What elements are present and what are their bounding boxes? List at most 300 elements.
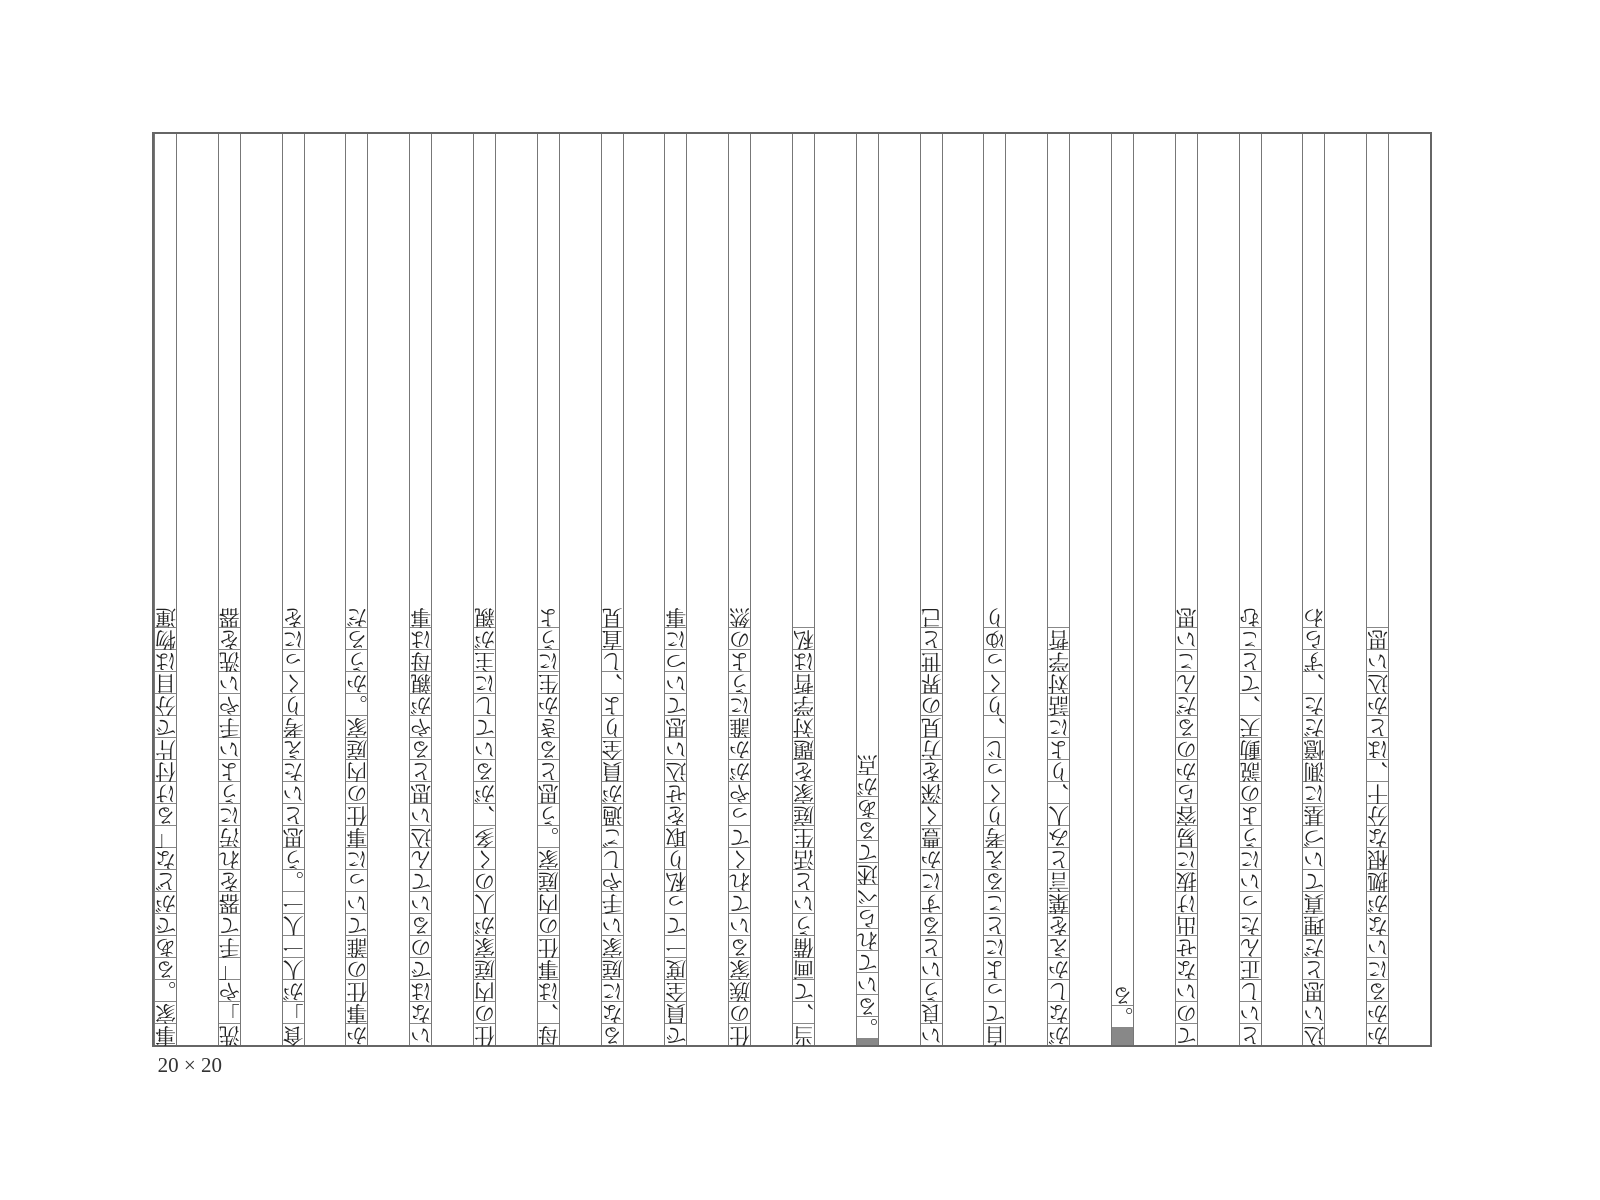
grid-cell: に [1367,957,1389,981]
grid-cell: 考 [282,715,304,739]
grid-cell: の [729,1001,751,1025]
grid-cell: け [1175,891,1197,915]
grid-cell: あ [856,796,878,820]
grid-cell: る [920,913,942,937]
grid-cell: 込 [1303,1023,1325,1047]
grid-cell: は [537,979,559,1003]
grid-cell: り [984,605,1006,629]
text-strip [282,134,305,1045]
grid-cell: 。 [155,979,176,1003]
grid-cell [1112,1036,1133,1037]
grid-cell: に [665,627,687,651]
text-strip [856,134,879,1045]
text-strip [1366,134,1389,1045]
grid-cell: 家 [346,715,368,739]
text-strip [1302,134,1325,1045]
grid-cell: 、 [601,671,623,695]
grid-cell: る [601,1023,623,1047]
grid-cell: 人 [1048,803,1070,827]
grid-cell: よ [601,693,623,717]
grid-cell: っ [984,979,1006,1003]
grid-cell: じ [984,737,1006,761]
grid-cell: と [410,759,432,783]
grid-cell: 。 [346,693,368,717]
grid-cell: に [1048,715,1070,739]
grid-cell [1112,1041,1133,1042]
grid-cell: 事 [346,1001,368,1025]
grid-cell: 家 [729,957,751,981]
grid-cell: て [984,1001,1006,1025]
grid-cell: て [665,913,687,937]
grid-cell: 哲 [1048,627,1070,651]
grid-cell: と [1239,649,1261,673]
grid-cell: と [920,627,942,651]
grid-cell: は [1367,737,1389,761]
grid-cell: て [729,891,751,915]
grid-cell: な [155,847,176,871]
grid-cell: 分 [1367,803,1389,827]
grid-cell: 手 [601,891,623,915]
grid-cell: 庭 [473,957,495,981]
grid-cell: う [218,781,240,805]
grid-cell [857,1041,878,1042]
grid-cell: い [1303,847,1325,871]
grid-cell: と [984,913,1006,937]
grid-cell: 易 [1175,825,1197,849]
grid-cell: を [792,759,814,783]
grid-cell: う [346,649,368,673]
grid-cell: 庭 [601,957,623,981]
grid-cell: 、 [473,803,495,827]
grid-cell: 動 [1239,737,1261,761]
grid-cell: い [410,1023,432,1047]
grid-cell [1112,1031,1133,1032]
grid-cell: る [856,994,878,1018]
grid-cell: に [729,693,751,717]
grid-cell: っ [984,649,1006,673]
text-strip [345,134,368,1045]
grid-cell: う [920,979,942,1003]
grid-cell: を [665,803,687,827]
grid-cell: い [1175,979,1197,1003]
grid-cell: 豊 [920,825,942,849]
grid-cell: 憶 [1303,737,1325,761]
grid-cell: い [346,891,368,915]
text-strip [1111,134,1134,1045]
grid-column [154,134,218,1045]
grid-cell: が [1367,891,1389,915]
grid-cell: 」 [282,1001,304,1025]
grid-cell: り [665,847,687,871]
grid-size-label: 20 × 20 [158,1053,223,1077]
grid-cell: か [1367,1023,1389,1047]
grid-cell: る [1175,715,1197,739]
grid-cell: 題 [792,737,814,761]
grid-cell: や [410,715,432,739]
grid-cell: る [984,869,1006,893]
grid-cell: 全 [665,979,687,1003]
grid-cell: 内 [537,891,559,915]
grid-cell: て [1239,671,1261,695]
grid-cell: 器 [218,605,240,629]
grid-cell: 洗 [218,649,240,673]
grid-cell: 誰 [346,935,368,959]
grid-cell: 思 [1175,605,1197,629]
grid-cell: で [665,1023,687,1047]
text-strip [473,134,496,1045]
grid-cell: な [1175,957,1197,981]
grid-cell: 述 [856,862,878,886]
grid-cell: 事 [410,605,432,629]
grid-cell: い [920,1023,942,1047]
grid-cell: み [1048,825,1070,849]
grid-cell: 思 [1367,627,1389,651]
grid-cell: え [984,847,1006,871]
grid-cell: く [282,671,304,695]
grid-cell: 多 [473,825,495,849]
grid-cell: な [1367,825,1389,849]
grid-cell: の [346,781,368,805]
grid-cell: て [856,950,878,974]
grid-cell [1112,1044,1133,1045]
grid-cell: 出 [1175,913,1197,937]
grid-cell: に [282,627,304,651]
grid-cell: て [729,825,751,849]
grid-cell: 生 [792,825,814,849]
grid-cell: 員 [665,1001,687,1025]
grid-cell: い [1239,869,1261,893]
grid-cell: り [601,715,623,739]
grid-cell: 全 [601,737,623,761]
grid-cell: な [601,1001,623,1025]
grid-cell: て [410,869,432,893]
grid-cell [1112,1038,1133,1039]
grid-cell: く [473,847,495,871]
grid-cell: 庭 [537,869,559,893]
grid-cell: て [665,693,687,717]
grid-cell: る [729,935,751,959]
grid-cell: の [473,869,495,893]
grid-cell: 自 [984,1023,1006,1047]
grid-cell: か [537,693,559,717]
grid-cell: っ [1239,891,1261,915]
grid-cell: 容 [1175,803,1197,827]
grid-cell: が [473,913,495,937]
grid-cell: て [1303,869,1325,893]
grid-cell: 言 [1048,869,1070,893]
grid-column [282,134,346,1045]
grid-cell: い [410,803,432,827]
grid-cell: う [1239,825,1261,849]
grid-cell: 仕 [473,1023,495,1047]
grid-column [218,134,282,1045]
grid-cell: て [792,979,814,1003]
grid-cell: 測 [1303,759,1325,783]
grid-cell: ろ [346,627,368,651]
grid-cell [1112,1039,1133,1040]
grid-cell: 家 [473,935,495,959]
grid-cell: 。 [1111,1005,1133,1029]
grid-cell: っ [282,649,304,673]
grid-cell: を [1048,913,1070,937]
grid-cell: 家 [155,1001,176,1025]
grid-cell: 」 [218,1001,240,1025]
grid-cell: 親 [473,605,495,629]
grid-column [1175,134,1239,1045]
grid-cell: だ [1303,935,1325,959]
grid-cell: ご [601,825,623,849]
grid-cell: く [920,803,942,827]
grid-cell: く [729,847,751,871]
grid-cell: る [856,818,878,842]
grid-cell: 、 [1367,759,1389,783]
grid-cell: 。 [282,869,304,893]
grid-cell: 母 [537,1023,559,1047]
grid-cell: り [984,803,1006,827]
grid-cell: を [282,605,304,629]
grid-cell: る [1111,983,1133,1007]
grid-cell: に [1175,847,1197,871]
grid-cell [1112,1040,1133,1041]
grid-cell: は [410,627,432,651]
grid-cell: で [155,715,176,739]
grid-cell: 家 [537,847,559,871]
grid-cell: れ [729,869,751,893]
grid-cell: 、 [984,715,1006,739]
grid-cell: 内 [346,759,368,783]
grid-cell: は [792,649,814,673]
grid-cell: 誰 [729,715,751,739]
grid-column [1111,134,1175,1045]
grid-cell: ん [1175,671,1197,695]
grid-cell: 然 [729,605,751,629]
grid-cell: に [346,847,368,871]
grid-cell: い [1303,1001,1325,1025]
grid-cell: い [665,671,687,695]
grid-cell: 、 [1048,781,1070,805]
grid-cell: 「 [218,957,240,981]
grid-cell: に [218,803,240,827]
grid-cell: ら [1303,627,1325,651]
text-strip [218,134,241,1045]
grid-cell: よ [1048,737,1070,761]
grid-column [664,134,728,1045]
grid-cell: 、 [1239,693,1261,717]
grid-cell: 拠 [1367,869,1389,893]
grid-cell: う [282,847,304,871]
grid-cell: と [537,759,559,783]
grid-cell: る [410,913,432,937]
grid-cell: う [537,803,559,827]
grid-cell: に [537,649,559,673]
grid-cell: 抜 [1175,869,1197,893]
grid-cell: 当 [792,1023,814,1047]
grid-column [601,134,665,1045]
grid-cell: 家 [792,781,814,805]
grid-cell: 事 [155,1023,176,1047]
grid-cell: 十 [1367,781,1389,805]
grid-cell: つ [665,649,687,673]
grid-cell: と [792,869,814,893]
grid-cell: 対 [1048,671,1070,695]
grid-cell: 「 [155,825,176,849]
grid-cell: よ [537,605,559,629]
grid-cell: 思 [1303,979,1325,1003]
grid-cell: っ [984,759,1006,783]
text-strip [1047,134,1070,1045]
grid-cell: え [1048,935,1070,959]
grid-cell: と [1303,957,1325,981]
grid-cell: 付 [155,759,176,783]
grid-cell: 説 [1239,759,1261,783]
grid-cell: こ [1175,649,1197,673]
grid-cell: 備 [792,935,814,959]
grid-cell: は [155,649,176,673]
grid-cell: 主 [473,649,495,673]
grid-cell: 天 [1239,715,1261,739]
grid-cell: 葉 [1048,891,1070,915]
grid-cell: い [1367,649,1389,673]
grid-cell: う [792,913,814,937]
grid-column [1366,134,1430,1045]
grid-cell: い [1175,627,1197,651]
grid-cell: 手 [218,935,240,959]
grid-cell: て [1175,1023,1197,1047]
grid-cell: 理 [1303,913,1325,937]
grid-cell: 度 [665,957,687,981]
grid-cell: よ [984,957,1006,981]
grid-cell: 思 [410,781,432,805]
grid-cell: 洗 [218,1023,240,1047]
grid-cell: す [920,891,942,915]
grid-cell: る [155,957,176,981]
grid-cell: 私 [792,627,814,651]
grid-cell: っ [346,869,368,893]
grid-cell: な [410,1001,432,1025]
grid-cell: い [1239,1001,1261,1025]
grid-cell: い [410,891,432,915]
grid-cell: ど [155,869,176,893]
grid-cell: っ [665,891,687,915]
grid-cell: 事 [537,957,559,981]
grid-cell: だ [1175,693,1197,717]
grid-cell: が [856,774,878,798]
grid-cell: と [1367,715,1389,739]
grid-cell: 活 [792,847,814,871]
grid-cell: に [920,869,942,893]
manuscript-grid [152,132,1432,1047]
grid-cell: ん [410,847,432,871]
grid-cell: 一 [282,891,304,915]
text-strip [920,134,943,1045]
grid-cell: 運 [155,605,176,629]
grid-cell: 過 [601,803,623,827]
grid-cell: え [282,737,304,761]
grid-cell: の [410,935,432,959]
grid-cell: 。 [856,1016,878,1040]
grid-cell: い [665,737,687,761]
grid-cell: 物 [155,627,176,651]
grid-cell: 母 [410,649,432,673]
grid-cell: 込 [1367,671,1389,695]
grid-cell: 点 [856,752,878,776]
grid-cell: が [410,693,432,717]
grid-cell: し [1048,979,1070,1003]
grid-column [537,134,601,1045]
text-strip [1175,134,1198,1045]
grid-cell: い [218,671,240,695]
grid-cell: が [473,781,495,805]
grid-cell: ゆ [984,627,1006,651]
grid-cell: や [218,693,240,717]
grid-cell: が [729,759,751,783]
grid-cell: か [346,671,368,695]
grid-column [1047,134,1111,1045]
grid-cell: 一 [665,935,687,959]
grid-cell: 分 [155,693,176,717]
grid-cell: が [1048,1023,1070,1047]
grid-cell: せ [1175,935,1197,959]
grid-cell: か [729,737,751,761]
grid-cell: の [1175,1001,1197,1025]
grid-column [792,134,856,1045]
grid-cell: た [282,759,304,783]
grid-cell: う [729,671,751,695]
grid-cell: 己 [920,605,942,629]
grid-cell: 器 [218,891,240,915]
grid-cell [857,1042,878,1043]
grid-cell: い [218,737,240,761]
grid-cell: 真 [1303,891,1325,915]
grid-cell: 家 [601,935,623,959]
grid-cell: に [984,935,1006,959]
grid-cell: を [218,869,240,893]
grid-cell: に [1303,781,1325,805]
grid-cell: か [920,847,942,871]
grid-cell [1112,1032,1133,1033]
grid-column [1239,134,1303,1045]
grid-cell: 手 [218,715,240,739]
grid-cell: が [155,891,176,915]
grid-cell: 根 [1367,847,1389,871]
grid-cell: い [920,957,942,981]
grid-cell: 哲 [792,671,814,695]
grid-cell: 深 [920,781,942,805]
grid-cell: 考 [984,825,1006,849]
grid-cell: 庭 [792,803,814,827]
grid-cell: 基 [1303,803,1325,827]
grid-cell: せ [665,781,687,805]
grid-cell: い [1367,935,1389,959]
grid-cell: に [473,671,495,695]
grid-cell: よ [1239,803,1261,827]
grid-cell: た [1303,693,1325,717]
grid-cell: が [282,979,304,1003]
grid-column [345,134,409,1045]
grid-cell: こ [984,891,1006,915]
grid-cell: と [1048,847,1070,871]
grid-cell: 族 [729,979,751,1003]
grid-cell: 対 [792,715,814,739]
grid-cell: や [218,979,240,1003]
grid-cell: 生 [537,671,559,695]
grid-cell: し [601,649,623,673]
grid-cell: ら [1175,781,1197,805]
grid-cell [1112,1034,1133,1035]
grid-cell: い [473,737,495,761]
grid-cell: ん [1239,935,1261,959]
grid-cell: る [537,737,559,761]
